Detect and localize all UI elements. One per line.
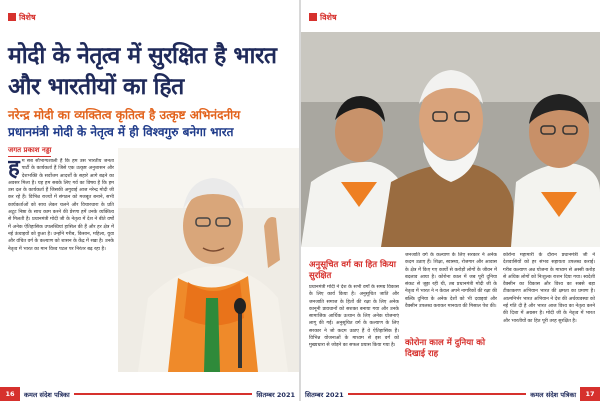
group-photo-illustration (301, 32, 600, 247)
section-tag-right (309, 10, 337, 24)
page-number: 16 (0, 387, 20, 401)
subheadline-line1: नरेन्द्र मोदी का व्यक्तित्व कृतित्व है उत्कृष्ट अभिनंदनीय (8, 108, 241, 122)
article-headline: मोदी के नेतृत्व में सुरक्षित है भारत और भारतीयों का हित (8, 42, 277, 100)
leader-photo-illustration (118, 148, 299, 372)
right-body-column-2-continued (405, 362, 497, 384)
author-byline: जगत प्रकाश नड्डा (8, 146, 51, 157)
section-square-icon (309, 13, 317, 21)
magazine-name: कमल संदेश पत्रिका (24, 390, 70, 399)
section-square-icon (8, 13, 16, 21)
left-page (0, 0, 299, 401)
right-body-column-2: जनजाति वर्ग के कल्याण के लिए सरकार ने अनेक कदम उठाए हैं। शिक्षा, स्वास्थ्य, रोजगार और आवास के क्षेत्र में किए गए कार्यों से करोड़ों लोगों के जीवन में बदलाव आया है। कोरोना काल में जब पूरी दुनिया संकट से जूझ रही थी, तब प्रधानमंत्री मोदी जी के नेतृत्व में भारत ने न केवल अपने नागरिकों की रक्षा की बल्कि दुनिया के अनेक देशों को भी दवाइयां और वैक्सीन उपलब्ध कराकर मानवता की मिसाल पेश की। (405, 253, 497, 310)
group-photo (301, 32, 600, 247)
footer-rule (348, 393, 527, 395)
issue-date: सितम्बर 2021 (256, 390, 295, 399)
leader-photo (118, 148, 299, 372)
body-column-1 (8, 158, 114, 384)
right-page (301, 0, 600, 401)
section-label: विशेष (320, 12, 337, 22)
section-label: विशेष (19, 12, 36, 22)
section-tag (8, 10, 36, 24)
subhead-corona: कोरोना काल में दुनिया को दिखाई राह (405, 338, 486, 359)
footer-rule (74, 393, 253, 395)
page-number: 17 (580, 387, 600, 401)
footer-right (301, 387, 600, 401)
issue-date: सितम्बर 2021 (305, 390, 344, 399)
footer-left (0, 387, 299, 401)
article-subheadline (8, 107, 293, 141)
magazine-name: कमल संदेश पत्रिका (530, 390, 576, 399)
right-body-column-3: कोरोना महामारी के दौरान प्रधानमंत्री जी ने देशवासियों को हर संभव सहायता उपलब्ध कराई। गरीब कल्याण अन्न योजना के माध्यम से अस्सी करोड़ से अधिक लोगों को निःशुल्क राशन दिया गया। स्वदेशी वैक्सीन का विकास और विश्व का सबसे बड़ा टीकाकरण अभियान भारत की क्षमता का प्रमाण है। आत्मनिर्भर भारत अभियान ने देश की अर्थव्यवस्था को नई गति दी है और भारत आज विश्व का नेतृत्व करने की दिशा में अग्रसर है। मोदी जी के नेतृत्व में भारत और भारतीयों का हित पूरी तरह सुरक्षित है। (503, 253, 595, 324)
body-column-1-text: म सब सौभाग्यशाली हैं कि हम उस भारतीय जनता पार्टी के कार्यकर्ता हैं जिसे एक उत्कृष्ट अनुशासन और देशभक्ति के सर्वोत्तम आदर्शों के सहारे आगे बढ़ने का अवसर मिला है। यह हम सबके लिए गर्व का विषय है कि हम उस दल के कार्यकर्ता हैं जिसकी अगुवाई आज नरेन्द्र मोदी जी कर रहे हैं। विभिन्न राज्यों में संगठन को मजबूत बनाने, सभी कार्यकर्ताओं को साथ लेकर चलने और विचारधारा के प्रति अटूट निष्ठा के साथ काम करने की प्रेरणा हमें उनके व्यक्तित्व से मिलती है। प्रधानमंत्री मोदी जी के नेतृत्व में देश ने बीते वर्षों में अनेक ऐतिहासिक उपलब्धियां हासिल की हैं और हर क्षेत्र में नई ऊंचाइयों को छुआ है। उन्होंने गरीब, किसान, महिला, युवा और वंचित वर्ग के कल्याण को शासन के केंद्र में रखा है। उनके नेतृत्व में भारत का मान विश्व पटल पर निरंतर बढ़ रहा है। (8, 159, 114, 252)
subheadline-line2: प्रधानमंत्री मोदी के नेतृत्व में ही विश्वगुरु बनेगा भारत (8, 125, 234, 139)
right-body-column-1: प्रधानमंत्री मोदी ने देश के सभी वर्गों के समग्र विकास के लिए कार्य किया है। अनुसूचित जाति और जनजाति समाज के हितों की रक्षा के लिए अनेक कानूनी प्रावधानों को सशक्त बनाया गया और उनके सामाजिक आर्थिक उत्थान के लिए अनेक योजनाएं लागू की गईं। अनुसूचित वर्ग के कल्याण के लिए सरकार ने जो कदम उठाए हैं वे ऐतिहासिक हैं। विभिन्न योजनाओं के माध्यम से इस वर्ग को मुख्यधारा से जोड़ने का सफल प्रयास किया गया है। (309, 285, 399, 349)
dropcap: ह (8, 158, 20, 181)
subhead-scheduled-castes: अनुसूचित वर्ग का हित किया सुरक्षित (309, 260, 396, 281)
